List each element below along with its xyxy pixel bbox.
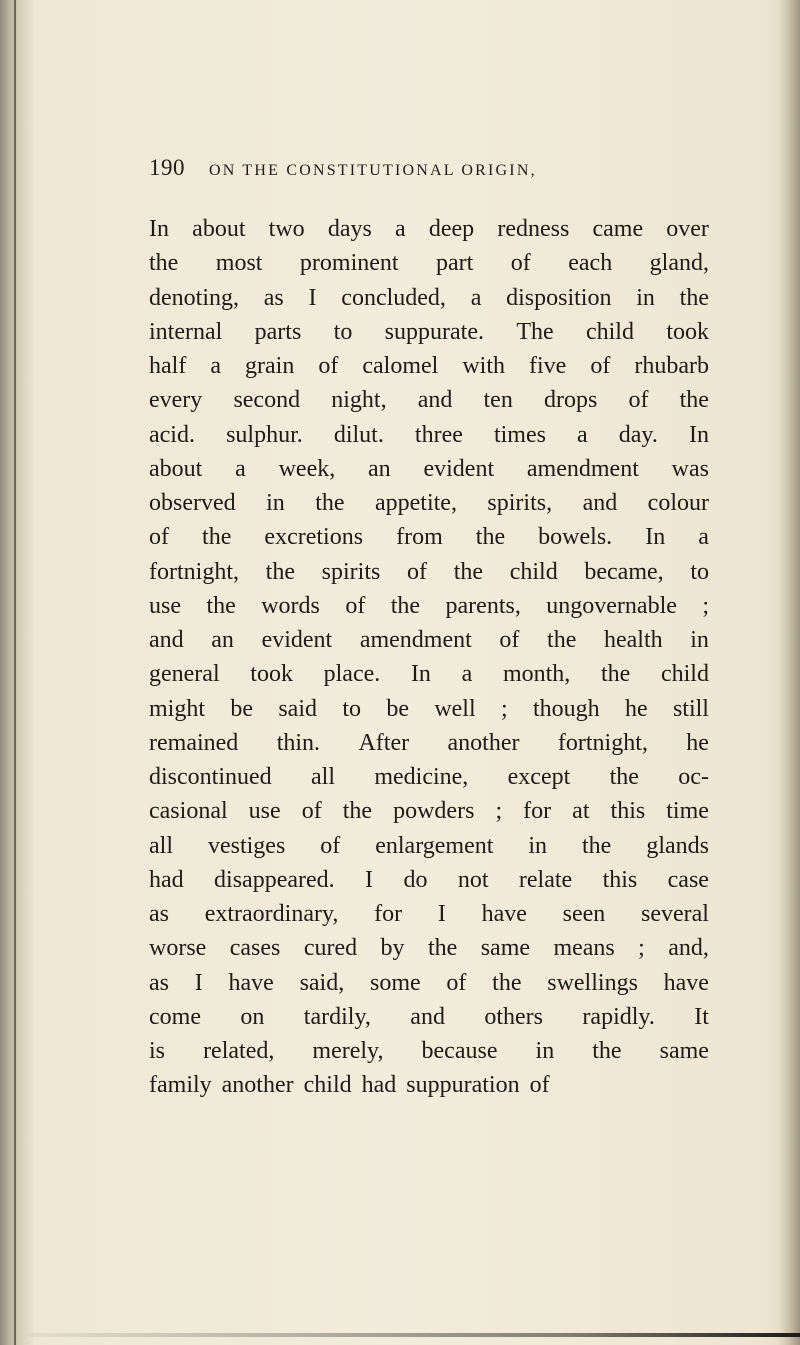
text-line: all vestiges of enlargement in the glands: [149, 832, 709, 859]
page-number: 190: [149, 155, 185, 180]
text-line: half a grain of calomel with five of rhubarb: [149, 353, 709, 379]
text-line: had disappeared. I do not relate this case: [149, 866, 709, 893]
body-paragraph: [149, 212, 709, 1103]
text-line: might be said to be well ; though he still: [149, 695, 709, 722]
text-line: of the excretions from the bowels. In a: [149, 524, 709, 551]
text-line: internal parts to suppurate. The child took: [149, 318, 709, 345]
text-line: as extraordinary, for I have seen several: [149, 901, 709, 927]
text-line: acid. sulphur. dilut. three times a day. In: [149, 421, 709, 448]
text-line: about a week, an evident amendment was: [149, 455, 709, 482]
text-line: is related, merely, because in the same: [149, 1038, 709, 1064]
text-line: worse cases cured by the same means ; and,: [149, 935, 709, 962]
page-header: [149, 155, 709, 187]
page-edge-shadow: [778, 0, 800, 1345]
binding-edge-line: [14, 0, 16, 1345]
text-line: use the words of the parents, ungovernable ;: [149, 592, 709, 619]
running-head: ON THE CONSTITUTIONAL ORIGIN,: [209, 162, 537, 179]
page-bottom-edge: [30, 1333, 800, 1337]
text-line: denoting, as I concluded, a disposition in the: [149, 284, 709, 311]
text-line: fortnight, the spirits of the child became, to: [149, 558, 709, 585]
text-line: casional use of the powders ; for at this time: [149, 798, 709, 825]
binding-shadow: [0, 0, 34, 1345]
text-line: come on tardily, and others rapidly. It: [149, 1003, 709, 1030]
text-line: remained thin. After another fortnight, he: [149, 729, 709, 756]
text-line: and an evident amendment of the health in: [149, 627, 709, 653]
text-line: family another child had suppuration of: [149, 1072, 550, 1099]
text-line: discontinued all medicine, except the oc-: [149, 764, 709, 790]
text-line: the most prominent part of each gland,: [149, 250, 709, 277]
text-line: In about two days a deep redness came over: [149, 216, 709, 242]
text-line: observed in the appetite, spirits, and colour: [149, 490, 709, 516]
text-line: general took place. In a month, the child: [149, 661, 709, 688]
text-line: every second night, and ten drops of the: [149, 387, 709, 414]
text-line: as I have said, some of the swellings have: [149, 969, 709, 996]
